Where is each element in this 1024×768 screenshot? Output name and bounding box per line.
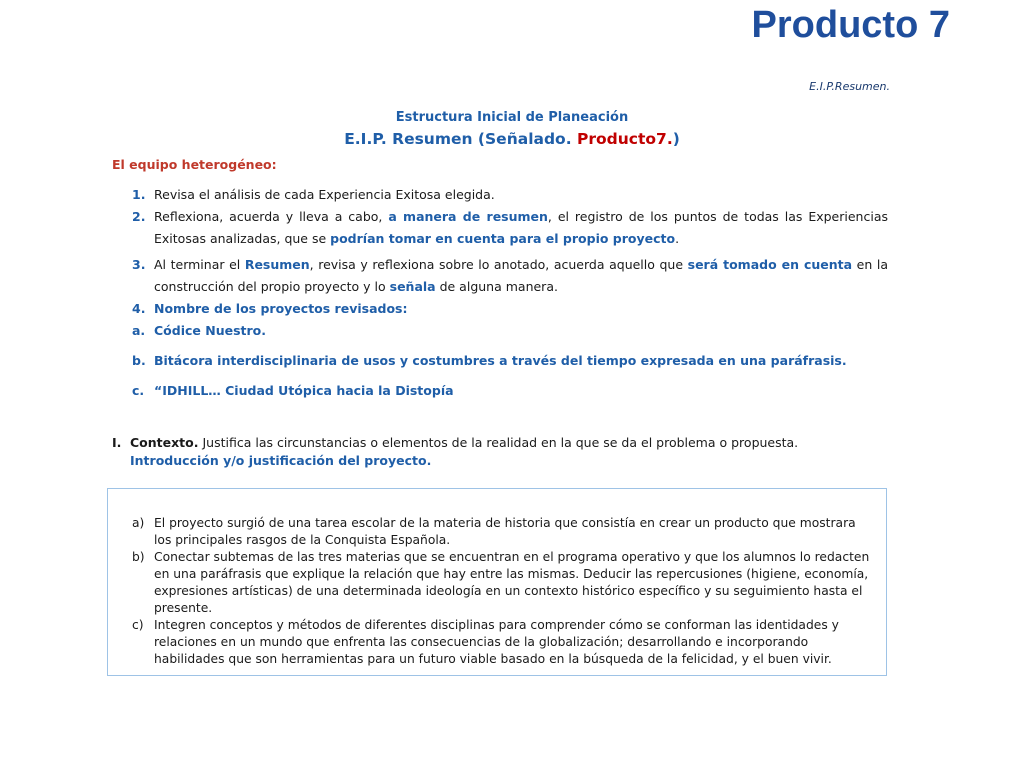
box-list <box>132 515 872 668</box>
list-item <box>132 320 888 342</box>
page-title: Producto 7 <box>751 4 950 46</box>
list-item <box>132 617 872 668</box>
list-item <box>132 380 888 402</box>
item-text: Conectar subtemas de las tres materias que se encuentran en el programa operativo y que los alumnos lo redacten en una paráfrasis que explique la relación que hay entre las mismas. Deducir las repercusiones (higiene, economía, expresiones artísticas) de una determinada ideología en un contexto histórico específico y su seguimiento hasta el presente. <box>154 550 870 615</box>
subheading-close: ) <box>672 130 680 148</box>
list-item <box>132 298 888 320</box>
item-label: a) <box>132 516 145 530</box>
project-name: “IDHILL… Ciudad Utópica hacia la Distopía <box>154 383 454 398</box>
steps-list <box>132 184 888 402</box>
section-subheading <box>0 130 1024 148</box>
list-item <box>132 254 888 298</box>
item-text: El proyecto surgió de una tarea escolar de la materia de historia que consistía en crear un producto que mostrara los principales rasgos de la Conquista Española. <box>154 516 856 547</box>
item-label: b) <box>132 550 145 564</box>
context-section <box>112 434 902 470</box>
project-name: Códice Nuestro. <box>154 323 266 338</box>
subheading-text: E.I.P. Resumen (Señalado. <box>344 130 577 148</box>
text-run: . <box>675 231 680 246</box>
document-code-label: E.I.P.Resumen. <box>809 80 890 93</box>
item-text <box>154 254 888 298</box>
text-run: de alguna manera. <box>435 279 558 294</box>
highlight-text: señala <box>389 279 436 294</box>
item-text <box>154 206 888 250</box>
project-name: Bitácora interdisciplinaria de usos y costumbres a través del tiempo expresada en una paráfrasis. <box>154 353 847 368</box>
item-text: Revisa el análisis de cada Experiencia Exitosa elegida. <box>154 187 495 202</box>
context-label: Contexto. <box>130 435 199 450</box>
item-number: 2. <box>132 209 146 224</box>
text-run: , el registro de los puntos de todas las Experiencias Exitosas analizadas, que se <box>154 209 888 246</box>
item-number: 1. <box>132 187 146 202</box>
item-label: c) <box>132 618 144 632</box>
item-number: 3. <box>132 257 146 272</box>
list-item <box>132 206 888 250</box>
highlight-text: a manera de resumen <box>388 209 548 224</box>
highlight-text: será tomado en cuenta <box>687 257 853 272</box>
item-letter: b. <box>132 353 146 368</box>
item-letter: c. <box>132 383 145 398</box>
text-run: Al terminar el <box>154 257 245 272</box>
context-line <box>112 434 902 452</box>
context-text: Justifica las circunstancias o elementos de la realidad en la que se da el problema o propuesta. <box>198 435 799 450</box>
highlight-text: podrían tomar en cuenta para el propio proyecto <box>330 231 676 246</box>
highlight-text: Resumen <box>244 257 310 272</box>
item-text: Nombre de los proyectos revisados: <box>154 301 408 316</box>
roman-numeral: I. <box>112 435 122 450</box>
section-heading: Estructura Inicial de Planeación <box>395 110 629 125</box>
team-label: El equipo heterogéneo: <box>112 157 277 172</box>
list-item <box>132 515 872 549</box>
text-run: , revisa y reflexiona sobre lo anotado, acuerda aquello que <box>309 257 688 272</box>
intro-label: Introducción y/o justificación del proyecto. <box>130 453 432 468</box>
list-item <box>132 350 888 372</box>
product-label: Producto7. <box>577 130 673 148</box>
list-item <box>132 549 872 617</box>
item-text: Integren conceptos y métodos de diferentes disciplinas para comprender cómo se conforman las identidades y relaciones en un mundo que enfrenta las consecuencias de la globalización; desarrollando e incorporando habilidades que son herramientas para un futuro viable basado en la búsqueda de la felicidad, y el buen vivir. <box>154 618 839 666</box>
text-run: Reflexiona, acuerda y lleva a cabo, <box>154 209 389 224</box>
list-item <box>132 184 888 206</box>
text-run: en la construcción del propio proyecto y lo <box>154 257 888 294</box>
item-letter: a. <box>132 323 146 338</box>
item-number: 4. <box>132 301 146 316</box>
